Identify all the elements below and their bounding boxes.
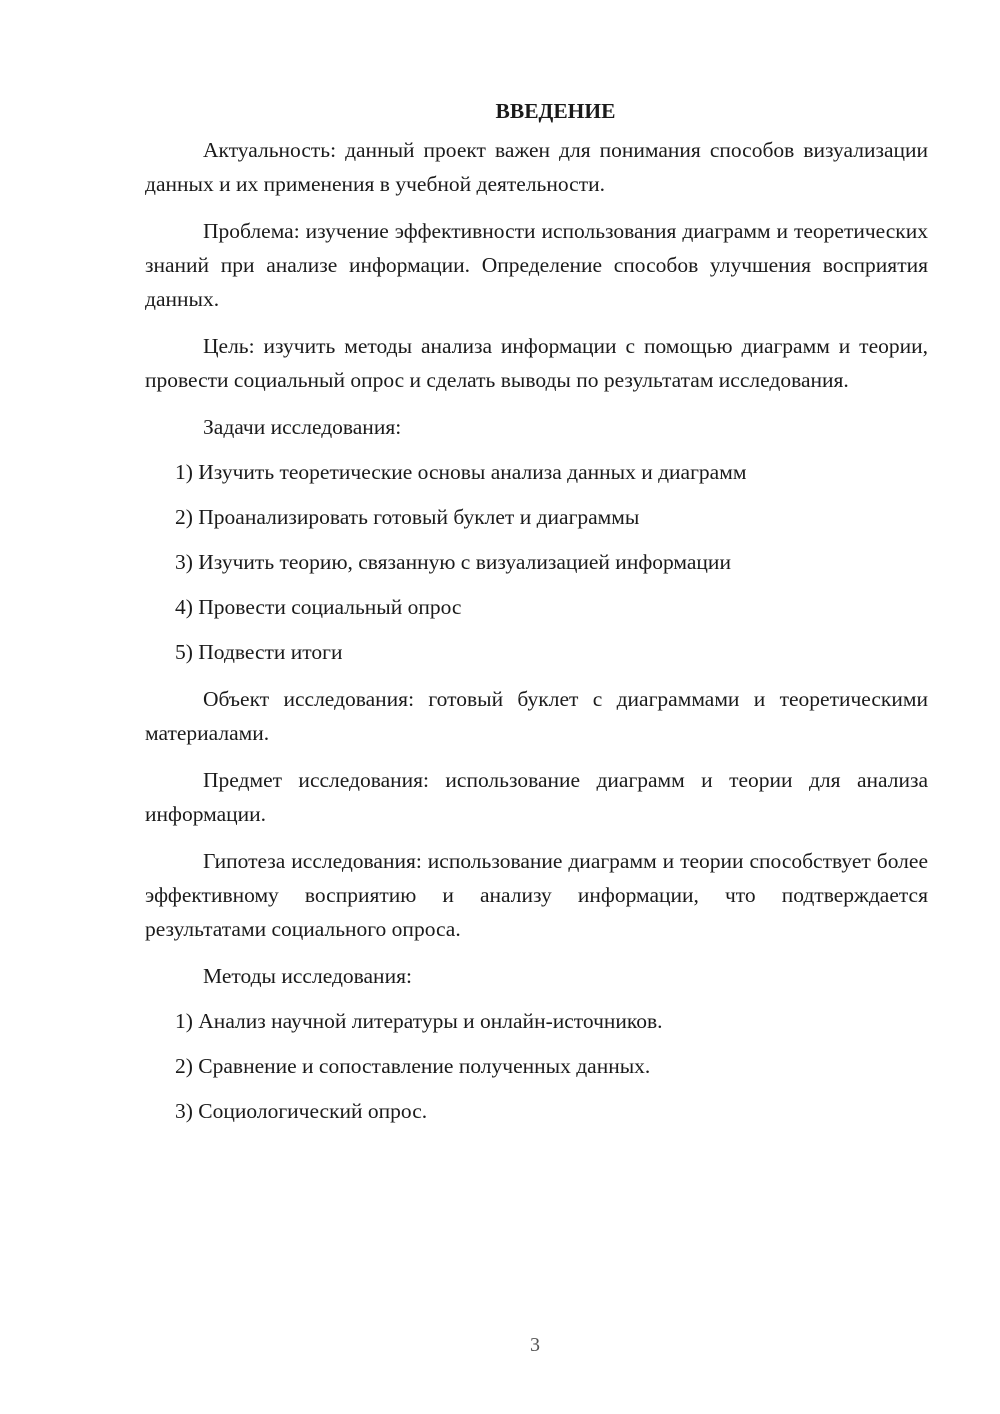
goal-paragraph: Цель: изучить методы анализа информации с помощью диаграмм и теории, провести социальный опрос и сделать выводы по результатам исследования. [145,334,928,392]
tasks-heading: Задачи исследования: [203,415,402,439]
method-item: 2) Сравнение и сопоставление полученных данных. [175,1054,651,1078]
task-item: 4) Провести социальный опрос [175,595,462,619]
task-item: 2) Проанализировать готовый буклет и диаграммы [175,505,640,529]
page-content [145,94,928,1128]
page-title: ВВЕДЕНИЕ [495,99,616,123]
task-item: 5) Подвести итоги [175,640,343,664]
subject-paragraph: Предмет исследования: использование диаграмм и теории для анализа информации. [145,768,928,826]
method-item: 3) Социологический опрос. [175,1099,428,1123]
problem-paragraph: Проблема: изучение эффективности использования диаграмм и теоретических знаний при анализе информации. Определение способов улучшения восприятия данных. [145,219,928,311]
task-item: 3) Изучить теорию, связанную с визуализацией информации [175,550,731,574]
relevance-paragraph: Актуальность: данный проект важен для понимания способов визуализации данных и их применения в учебной деятельности. [145,138,928,196]
method-item: 1) Анализ научной литературы и онлайн-источников. [175,1009,663,1033]
methods-heading: Методы исследования: [203,964,412,988]
hypothesis-paragraph: Гипотеза исследования: использование диаграмм и теории способствует более эффективному восприятию и анализу информации, что подтверждается результатами социального опроса. [145,849,928,941]
page-number: 3 [530,1334,540,1356]
task-item: 1) Изучить теоретические основы анализа данных и диаграмм [175,460,747,484]
object-paragraph: Объект исследования: готовый буклет с диаграммами и теоретическими материалами. [145,687,928,745]
